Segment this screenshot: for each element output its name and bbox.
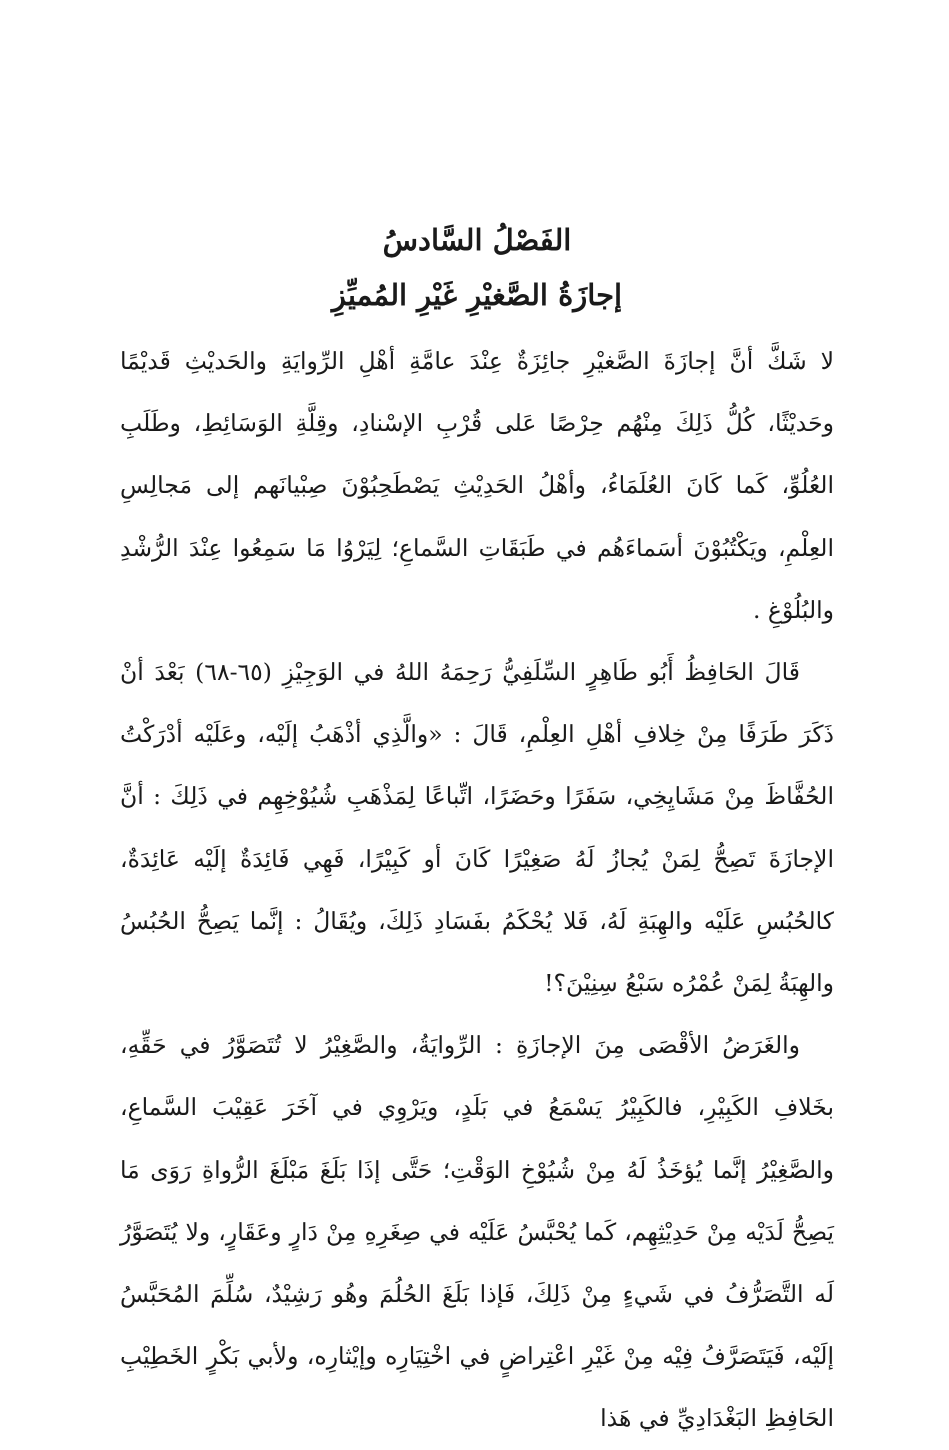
paragraph-1: لا شَكَّ أنَّ إجازَةَ الصَّغيْرِ جائِزَةٌ عِنْدَ عامَّةِ أهْلِ الرِّوايَةِ والحَديْثِ قَديْمًا وحَديْثًا، كُلُّ ذَلِكَ مِنْهُم حِرْصًا عَلى قُرْبِ الإسْنادِ، وقِلَّةِ الوَسَائِطِ، وطَلَبِ العُلُوِّ، كَما كَانَ العُلَمَاءُ، وأهْلُ الحَدِيْثِ يَصْطَحِبُوْنَ صِبْيانَهم إلى مَجالِسِ العِلْمِ، ويَكْتُبُوْنَ أسَماءَهُم في طَبَقَاتِ السَّماعِ؛ لِيَرْوُا مَا سَمِعُوا عِنْدَ الرُّشْدِ والبُلُوْغِ . (120, 347, 834, 624)
paragraph-2: قَالَ الحَافِظُ أَبُو طَاهِرٍ السِّلَفِيُّ رَحِمَهُ اللهُ في الوَجِيْزِ (٦٥-٦٨) بَعْدَ أنْ ذَكَرَ طَرَفًا مِنْ خِلافِ أهْلِ العِلْمِ، قَالَ : «والَّذِي أذْهَبُ إلَيْه، وعَلَيْه أدْرَكْتُ الحُفَّاظَ مِنْ مَشَايِخِي، سَفَرًا وحَضَرًا، اتِّباعًا لِمَذْهَبِ شُيُوْخِهِم في ذَلِكَ : أنَّ الإجازَةَ تَصِحُّ لِمَنْ يُجازُ لَهُ صَغِيْرًا كَانَ أو كَبِيْرًا، فَهِي فَائِدَةٌ إلَيْه عَائِدَةٌ، كالحُبُسِ عَلَيْه والهِبَةِ لَهُ، فَلا يُحْكَمُ بفَسَادِ ذَلِكَ، ويُقَالُ : إنَّما يَصِحُّ الحُبُسُ والهِبَةُ لِمَنْ عُمْرُه سَبْعُ سِنِيْنَ؟! (120, 658, 834, 998)
paragraph-3: والغَرَضُ الأقْصَى مِنَ الإجازَةِ : الرِّوايَةُ، والصَّغِيْرُ لا تُتَصَوَّرُ في حَقِّهِ، بخَلافِ الكَبِيْرِ، فالكَبِيْرُ يَسْمَعُ في بَلَدٍ، ويَرْوِي في آخَرَ عَقِيْبَ السَّماعِ، والصَّغِيْرُ إنَّما يُؤخَذُ لَهُ مِنْ شُيُوْخِ الوَقْتِ؛ حَتَّى إذَا بَلَغَ مَبْلَغَ الرُّواةِ رَوَى مَا يَصِحُّ لَدَيْه مِنْ حَدِيْثِهِم، كَما يُحْبَّسُ عَلَيْه في صِغَرِهِ مِنْ دَارٍ وعَقَارٍ، ولا يُتَصَوَّرُ لَه التَّصَرُّفُ في شَيءٍ مِنْ ذَلِكَ، فَإذا بَلَغَ الحُلُمَ وهُو رَشِيْدٌ، سُلِّمَ المُحَبَّسُ إلَيْه، فَيَتَصَرَّفُ فِيْه مِنْ غَيْرِ اعْتِراضٍ في اخْتِيَارِه وإيْثارِه، ولأبي بَكْرٍ الخَطِيْبِ الحَافِظِ البَغْدَادِيِّ في هَذا (120, 1031, 834, 1433)
chapter-title: الفَصْلُ السَّادسُ (382, 223, 572, 257)
section-title: إجازَةُ الصَّغيْرِ غَيْرِ المُميِّزِ (331, 278, 623, 312)
book-page (120, 214, 834, 1450)
